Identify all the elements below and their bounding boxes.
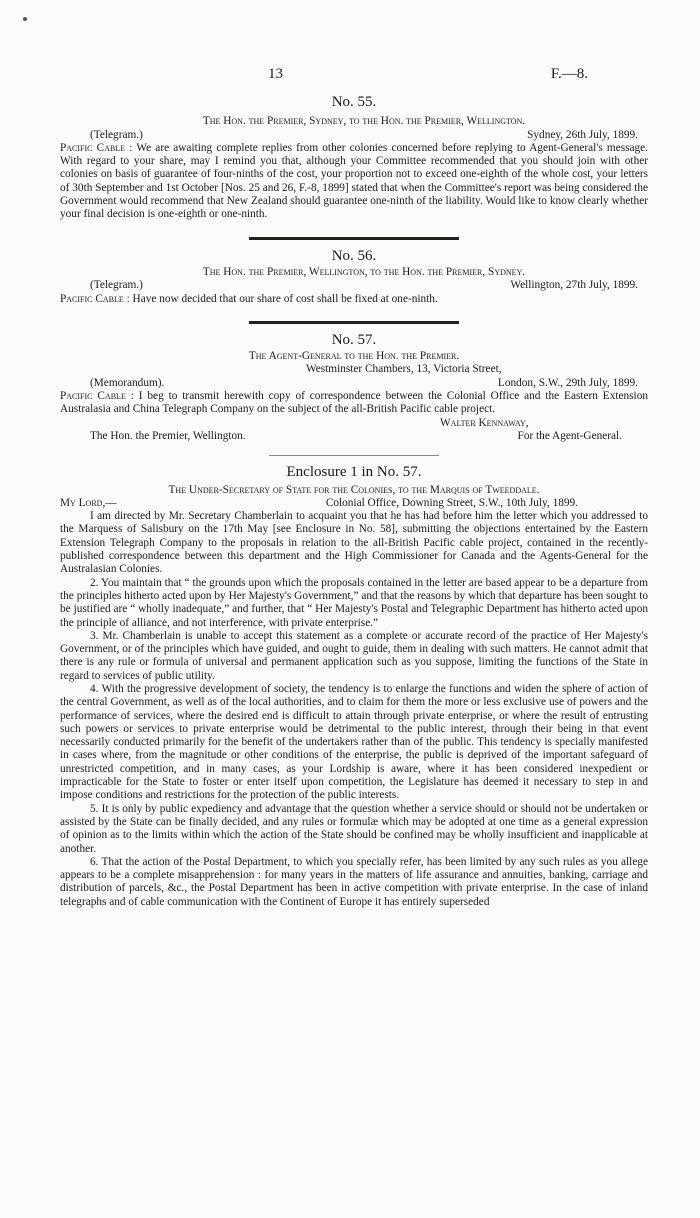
message-type-55: (Telegram.) (90, 128, 143, 141)
addressee: The Hon. the Premier, Wellington. (90, 429, 246, 442)
message-meta-55 (60, 129, 648, 142)
enclosure-title: Enclosure 1 in No. 57. (286, 464, 422, 481)
message-text-55: We are awaiting complete replies from other colonies concerned before replying to Agent-General's message. With regard to your share, may I remind you that, although your Committee recommended that you should join with other colonies on basis of guarantee of four-ninths of the cost, your proportion not to exceed one-eighth of the whole cost, your letters of 30th September and 1st October [Nos. 25 and 26, F.-8, 1899] stated that when the Committee's report was being considered the Government would recommend that New Zealand should guarantee one-ninth of the liability. Would like to know clearly whether your final decision is one-eighth or one-ninth. (60, 141, 648, 221)
message-number-56: No. 56. (331, 247, 377, 264)
message-place-date-55: Sydney, 26th July, 1899. (527, 128, 638, 141)
salutation: My Lord,— (60, 496, 117, 509)
page-header (0, 66, 588, 84)
section-divider (249, 321, 459, 324)
margin-mark (23, 17, 27, 21)
message-heading-55: The Hon. the Premier, Sydney, to the Hon. the Premier, Wellington. (202, 115, 526, 128)
enclosure-divider (269, 455, 439, 456)
message-type-57: (Memorandum). (90, 376, 165, 389)
enclosure-paragraph: I am directed by Mr. Secretary Chamberlain to acquaint you that he has had before him the letter which you addressed to the Marquess of Salisbury on the 17th May [see Enclosure in No. 58], submitting the objections entertained by the Eastern Extension Telegraph Company to the proposals in relation to the all-British Pacific cable project, contained in the recently-published correspondence between this department and the High Commissioner for Canada and the Agents-General for the Australasian Colonies. (60, 510, 648, 576)
enclosure-paragraph: 2. You maintain that “ the grounds upon which the proposals contained in the letter are based appear to be a departure from the principles hitherto acted upon by Her Majesty's Government,” and that the reasons by which that departure has been sought to be justified are “ wholly inadequate,” and further, that “ Her Majesty's Postal and Telegraphic Department has hitherto acted upon the principle of alliance, and not interference, with private enterprise.” (60, 576, 648, 629)
signature-block (60, 430, 648, 443)
enclosure-paragraph: 5. It is only by public expediency and advantage that the question whether a service should or should not be undertaken or assisted by the State can be finally decided, and any rules or formulæ which may be adopted at one time as a general expression of opinion as to the limits within which the action of the State should be confined may be wholly insufficient and inapplicable at another. (60, 802, 648, 855)
message-meta-56 (60, 279, 648, 292)
message-meta-57 (60, 377, 648, 390)
message-place-date-56: Wellington, 27th July, 1899. (510, 279, 638, 292)
message-heading-57: The Agent-General to the Hon. the Premier. (248, 350, 460, 363)
enclosure-place-date: Colonial Office, Downing Street, S.W., 10th July, 1899. (325, 496, 578, 509)
message-place-date-57: London, S.W., 29th July, 1899. (497, 376, 638, 389)
section-divider (249, 237, 459, 240)
message-number-55: No. 55. (331, 94, 377, 110)
document-reference: F.—8. (550, 66, 588, 82)
message-body-56 (60, 293, 648, 306)
message-subject-55: Pacific Cable : (60, 141, 133, 154)
message-body-55 (60, 142, 648, 222)
message-heading-56: The Hon. the Premier, Wellington, to the Hon. the Premier, Sydney. (202, 265, 526, 278)
enclosure-paragraph: 3. Mr. Chamberlain is unable to accept this statement as a complete or accurate record of the practice of Her Majesty's Government, or of the principles which have guided, and ought to guide, them in dealing with such matters. He cannot admit that there is any rule or formula of universal and permanent application such as you suppose, limiting the functions of the State in regard to services of public utility. (60, 629, 648, 682)
message-address-57: Westminster Chambers, 13, Victoria Street, (306, 363, 502, 376)
enclosure-meta (60, 497, 648, 510)
message-text-56: Have now decided that our share of cost shall be fixed at one-ninth. (129, 292, 438, 305)
message-body-57 (60, 390, 648, 417)
message-subject-57: Pacific Cable : (60, 390, 134, 403)
signatory-name: Walter Kennaway, (440, 416, 529, 429)
message-subject-56: Pacific Cable : (60, 292, 130, 305)
page-body (60, 96, 648, 909)
enclosure-paragraph: 4. With the progressive development of society, the tendency is to enlarge the functions and widen the sphere of action of the central Government, as well as of the local authorities, and to claim for them the more or less exclusive use of powers and the performance of services, where the desired end is difficult to attain through private enterprise, or where the result of entrusting such powers or services to private enterprise would be detrimental to the public interest, through their being in that event necessarily conducted primarily for the benefit of the undertakers rather than of the public. This tendency is specially manifested in cases where, from the magnitude or other conditions of the enterprise, the public is deprived of the important safeguard of unrestricted competition, and in many cases, as your Lordship is aware, where it has been considered inexpedient or impracticable for the State to foster or enter itself upon competition, the Legislature has deemed it necessary to step in and impose conditions and restrictions for the protection of the public interests. (60, 682, 648, 802)
message-text-57: I beg to transmit herewith copy of correspondence between the Colonial Office and the Eastern Extension Australasia and China Telegraph Company on the subject of the all-British Pacific cable project. (60, 390, 648, 416)
page-number: 13 (268, 66, 283, 82)
enclosure-heading: The Under-Secretary of State for the Colonies, to the Marquis of Tweeddale. (168, 483, 540, 496)
signatory-title: For the Agent-General. (517, 429, 622, 442)
message-type-56: (Telegram.) (90, 279, 143, 292)
enclosure-paragraph: 6. That the action of the Postal Department, to which you specially refer, has been limited by any such rules as you allege appears to be a complete misapprehension : for many years in the matters of life assurance and annuities, banking, carriage and distribution of parcels, &c., the Postal Department has been in active competition with private enterprise. In the case of inland telegraphs and of cable communication with the Continent of Europe it has entirely superseded (60, 855, 648, 908)
message-number-57: No. 57. (331, 331, 377, 348)
